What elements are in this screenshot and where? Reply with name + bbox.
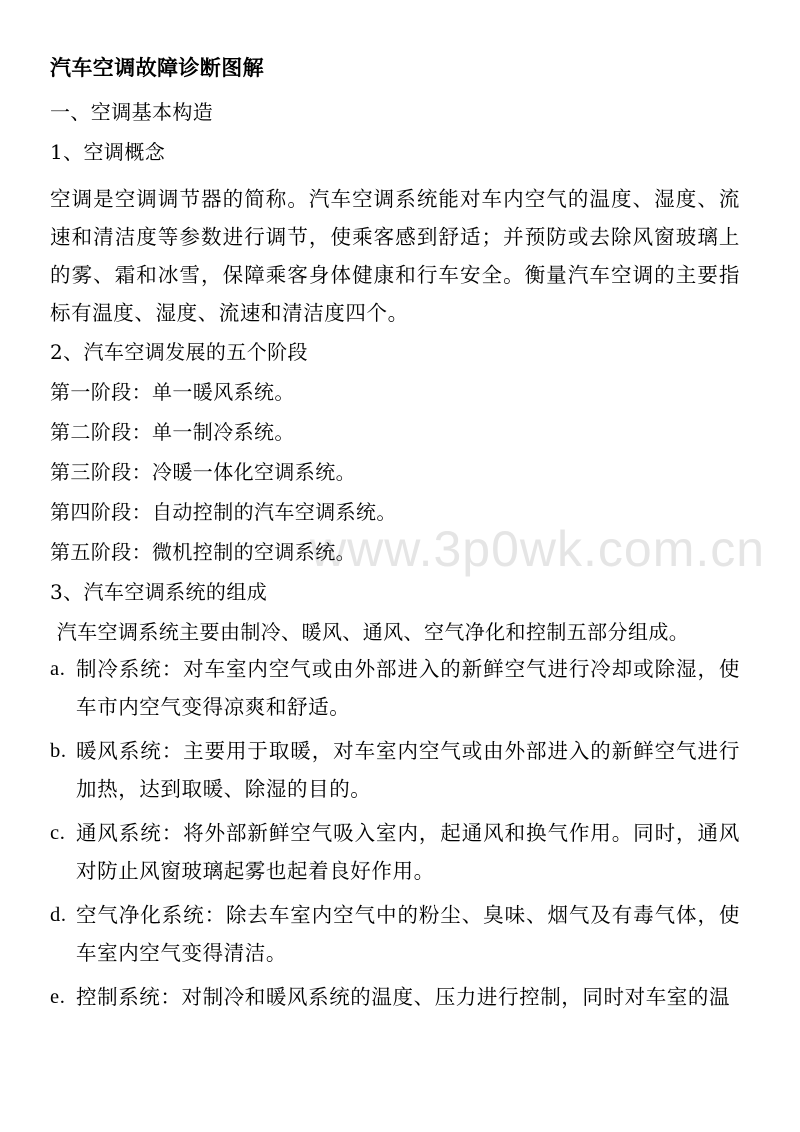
stage-line-4: 第四阶段：自动控制的汽车空调系统。 <box>50 500 397 524</box>
list-item-air-purification <box>50 896 740 972</box>
section-heading-1: 一、空调基本构造 <box>50 100 214 124</box>
paragraph-aircon-concept: 空调是空调调节器的简称。汽车空调系统能对车内空气的温度、湿度、流速和清洁度等参数进行调节，使乘客感到舒适；并预防或去除风窗玻璃上的雾、霜和冰雪，保障乘客身体健康和行车安全。衡量汽车空调的主要指标有温度、湿度、流速和清洁度四个。 <box>50 187 740 325</box>
list-item-text: 控制系统：对制冷和暖风系统的温度、压力进行控制，同时对车室的温 <box>76 985 731 1009</box>
list-item-label: d. <box>50 904 67 926</box>
list-item-text: 通风系统：将外部新鲜空气吸入室内，起通风和换气作用。同时，通风对防止风窗玻璃起雾也起着良好作用。 <box>76 821 740 883</box>
list-item-text: 制冷系统：对车室内空气或由外部进入的新鲜空气进行冷却或除湿，使车市内空气变得凉爽和舒适。 <box>76 657 740 719</box>
list-item-heating <box>50 732 740 808</box>
document-title: 汽车空调故障诊断图解 <box>50 56 264 80</box>
document-page <box>50 56 740 1016</box>
list-item-control <box>50 978 740 1016</box>
list-item-ventilation <box>50 814 740 890</box>
composition-intro: 汽车空调系统主要由制冷、暖风、通风、空气净化和控制五部分组成。 <box>50 620 690 644</box>
list-item-label: e. <box>50 986 66 1008</box>
list-item-text: 暖风系统：主要用于取暖，对车室内空气或由外部进入的新鲜空气进行加热，达到取暖、除湿的目的。 <box>76 739 740 801</box>
list-item-label: a. <box>50 658 66 680</box>
subheading-3: 3、汽车空调系统的组成 <box>50 580 268 604</box>
watermark-text: www.3p0wk.com.cn <box>310 521 766 577</box>
stage-line-5: 第五阶段：微机控制的空调系统。 <box>50 540 356 564</box>
subheading-2: 2、汽车空调发展的五个阶段 <box>50 340 308 364</box>
list-item-label: c. <box>50 822 66 844</box>
list-item-label: b. <box>50 740 67 762</box>
list-item-refrigeration <box>50 650 740 726</box>
subheading-1: 1、空调概念 <box>50 140 166 164</box>
stage-line-2: 第二阶段：单一制冷系统。 <box>50 420 295 444</box>
stage-line-3: 第三阶段：冷暖一体化空调系统。 <box>50 460 356 484</box>
stage-line-1: 第一阶段：单一暖风系统。 <box>50 380 295 404</box>
list-item-text: 空气净化系统：除去车室内空气中的粉尘、臭味、烟气及有毒气体，使车室内空气变得清洁。 <box>76 903 740 965</box>
